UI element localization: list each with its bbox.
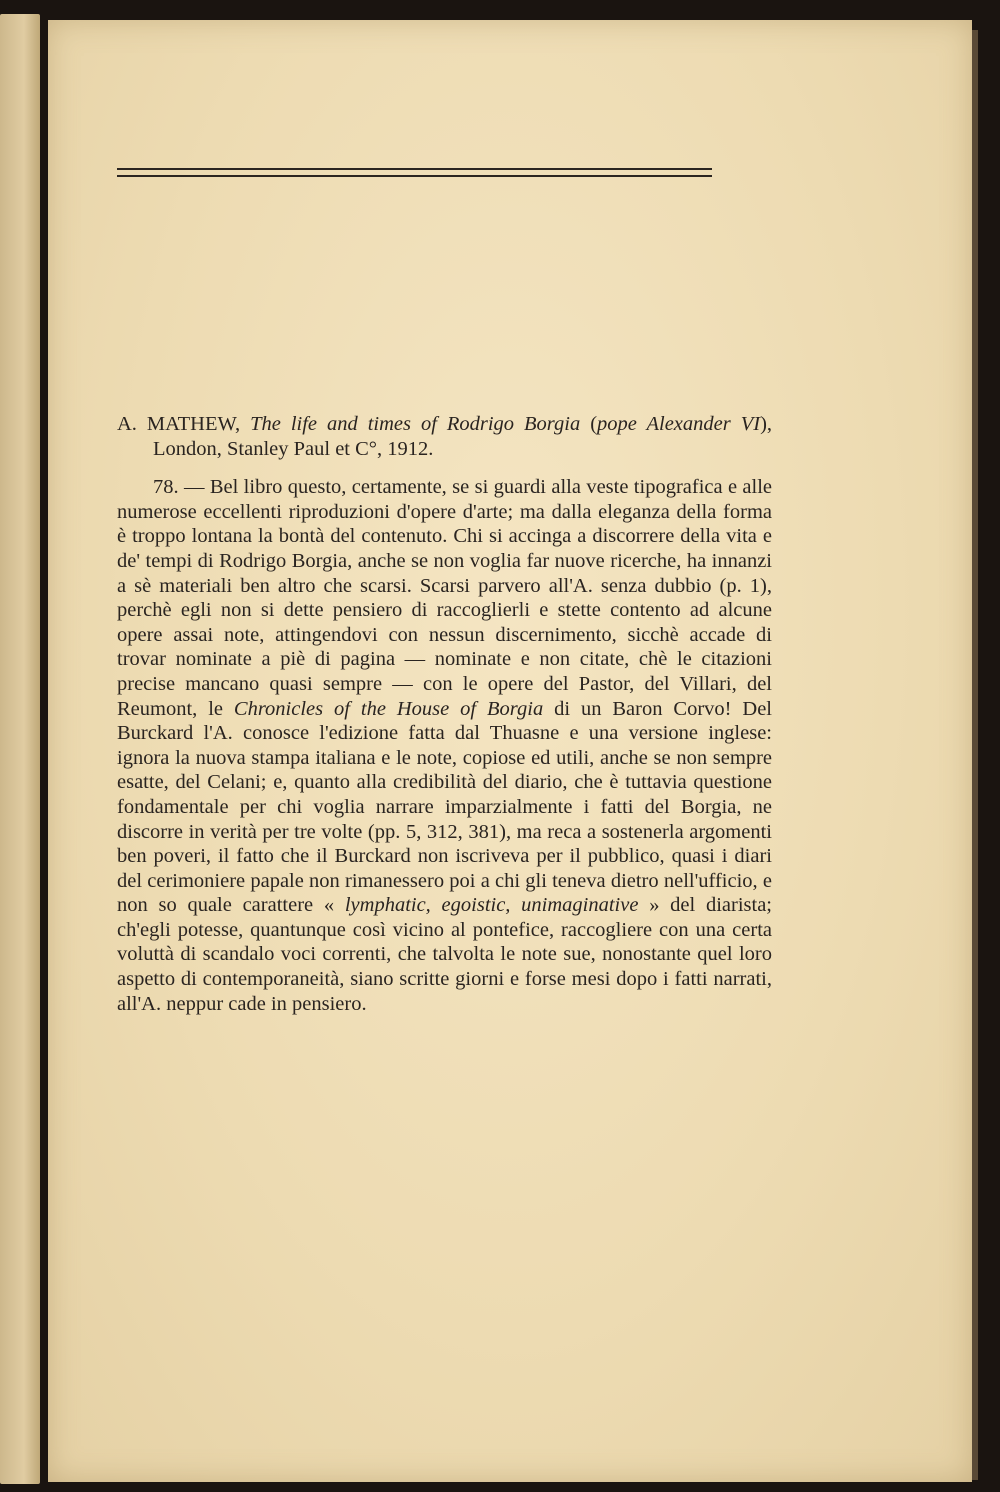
citation-publisher: ), London, Stanley Paul et C°, 1912. <box>153 413 773 460</box>
header-double-rule <box>117 168 712 178</box>
review-quote: lymphatic, egoistic, unimaginative <box>344 894 639 917</box>
citation-author: A. MATHEW <box>117 413 235 435</box>
citation-subtitle: pope Alexander VI <box>597 413 761 435</box>
rule-line-top <box>117 168 712 170</box>
rule-line-bottom <box>117 175 712 177</box>
review-entry <box>117 412 772 1016</box>
review-middle: di un Baron Corvo! Del Burckard l'A. conosce l'edizione fatta dal Thuasne e una versione inglese: ignora la nuova stampa italiana e le note, copiose ed utili, anche se non sempre esatte, del Celani; e, quanto alla credibilità del diario, che è tuttavia questione fondamentale per chi voglia narrare imparzialmente i fatti del Borgia, ne discorre in verità per tre volte (pp. 5, 312, 381), ma reca a sostenerla argomenti ben poveri, il fatto che il Burckard non iscriveva per il pubblico, quasi i diari del cerimoniere papale non rimanessero poi a chi gli teneva dietro nell'ufficio, e non so quale carattere « <box>117 697 772 917</box>
page-edge-shadow <box>972 30 978 1480</box>
bibliographic-citation <box>117 412 772 461</box>
review-intro: 78. — Bel libro questo, certamente, se si guardi alla veste tipografica e alle numerose eccellenti riproduzioni d'opere d'arte; ma dalla eleganza della forma è troppo lontana la bontà del contenuto. Chi si accinga a discorrere della vita e de' tempi di Rodrigo Borgia, anche se non voglia far nuove ricerche, ha innanzi a sè materiali ben altro che scarsi. Scarsi parvero all'A. senza dubbio (p. 1), perchè egli non si dette pensiero di raccoglierli e stette contento ad alcune opere assai note, attingendovi con nessun discernimento, sicchè accade di trovar nominate a piè di pagina — nominate e non citate, chè le citazioni precise mancano quasi sempre — con le opere del Pastor, del Villari, del Reumont, le <box>117 476 772 720</box>
citation-separator: , <box>234 413 251 435</box>
review-paragraph <box>117 475 772 1016</box>
review-end: » del diarista; ch'egli potesse, quantunque così vicino al pontefice, raccogliere con una certa voluttà di scandalo voci correnti, che talvolta le note sue, nonostante quel loro aspetto di contemporaneità, siano scritte giorni e forse mesi dopo i fatti narrati, all'A. neppur cade in pensiero. <box>117 894 772 1015</box>
citation-separator-paren: ( <box>580 413 598 435</box>
review-chronicles-title: Chronicles of the House of Borgia <box>233 697 544 720</box>
previous-page-edge <box>0 14 40 1484</box>
citation-title: The life and times of Rodrigo Borgia <box>250 413 581 435</box>
